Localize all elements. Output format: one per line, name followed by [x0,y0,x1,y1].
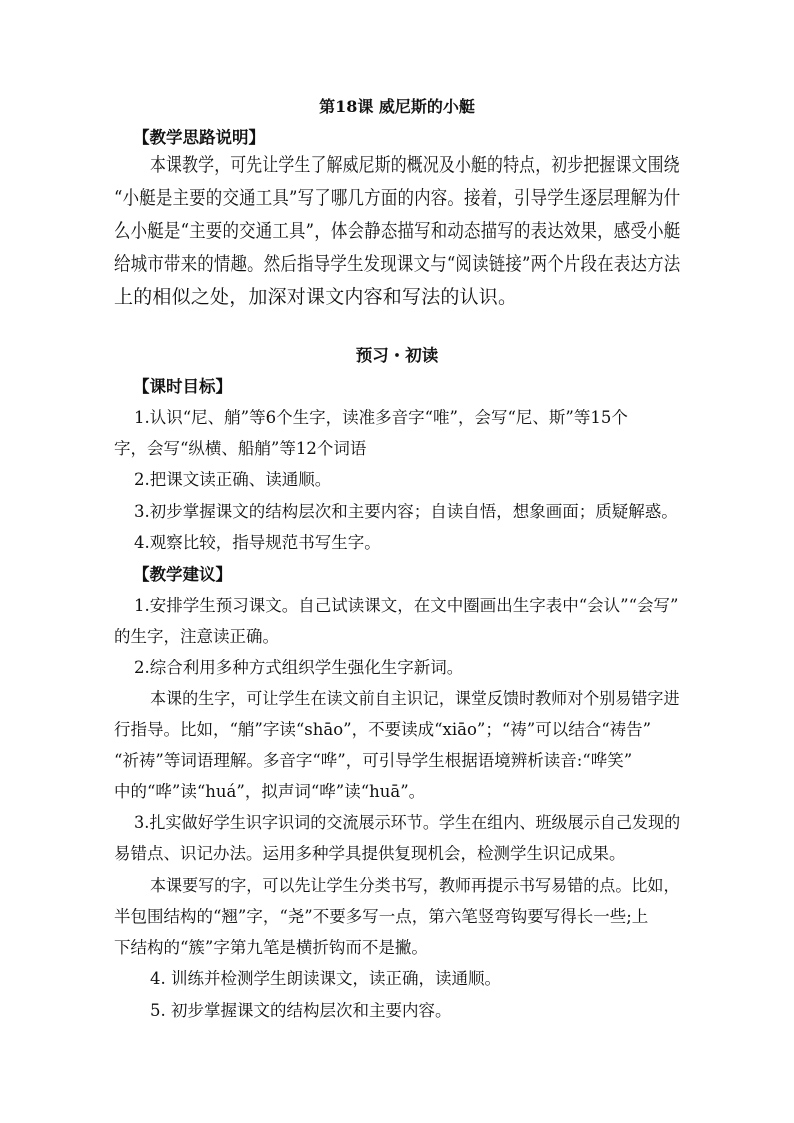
goals-heading: 【课时目标】 [133,377,232,396]
teaching-idea-line: 么小艇是“主要的交通工具”，体会静态描写和动态描写的表达效果，感受小艇 [114,220,681,242]
suggestion-line: 易错点、识记办法。运用多种学具提供复现机会，检测学生识记成果。 [114,844,626,863]
teaching-idea-line: 本课教学，可先让学生了解威尼斯的概况及小艇的特点，初步把握课文围绕 [150,154,680,176]
suggestions-heading: 【教学建议】 [133,565,232,584]
suggestion-line: 4. 训练并检测学生朗读课文，读正确，读通顺。 [150,969,501,988]
suggestion-line: 的生字，注意读正确。 [114,627,279,646]
suggestion-line: 行指导。比如，“艄”字读“shāo”，不要读成“xiāo”；“祷”可以结合“祷告” [114,720,652,739]
suggestion-line: 3.扎实做好学生识字识词的交流展示环节。学生在组内、班级展示自己发现的 [134,813,681,832]
suggestion-line: 半包围结构的“翘”字，“尧”不要多写一点，第六笔竖弯钩要写得长一些;上 [114,907,649,926]
suggestion-line: “祈祷”等词语理解。多音字“哗”，可引导学生根据语境辨析读音:“哗笑” [114,751,633,770]
suggestion-line: 本课的生字，可让学生在读文前自主识记，课堂反馈时教师对个别易错字进 [150,689,680,708]
teaching-idea-heading: 【教学思路说明】 [133,128,265,147]
suggestion-line: 中的“哗”读“huá”，拟声词“哗”读“huā”。 [114,782,426,801]
section-title: 预习・初读 [355,346,439,365]
goal-item: 2.把课文读正确、读通顺。 [134,470,332,489]
teaching-idea-line: “小艇是主要的交通工具”写了哪几方面的内容。接着，引导学生逐层理解为什 [114,187,681,209]
suggestion-line: 1.安排学生预习课文。自己试读课文，在文中圈画出生字表中“会认”“会写” [134,596,679,615]
goal-item: 4.观察比较，指导规范书写生字。 [134,533,381,552]
teaching-idea-line: 给城市带来的情趣。然后指导学生发现课文与“阅读链接”两个片段在表达方法 [114,253,681,275]
goal-item: 1.认识“尼、艄”等6个生字，读准多音字“唯”，会写“尼、斯”等15个 [134,408,628,427]
suggestion-line: 5. 初步掌握课文的结构层次和主要内容。 [150,1001,452,1020]
goal-item: 3.初步掌握课文的结构层次和主要内容；自读自悟，想象画面；质疑解惑。 [134,502,678,521]
suggestion-line: 本课要写的字，可以先让学生分类书写，教师再提示书写易错的点。比如， [150,876,680,895]
goal-item: 字，会写“纵横、船艄”等12个词语 [114,439,367,458]
suggestion-line: 2.综合利用多种方式组织学生强化生字新词。 [134,658,464,677]
lesson-title: 第18课 威尼斯的小艇 [319,97,475,116]
suggestion-line: 下结构的“簇”字第九笔是横折钩而不是撇。 [114,938,428,957]
teaching-idea-line: 上的相似之处，加深对课文内容和写法的认识。 [114,286,518,308]
